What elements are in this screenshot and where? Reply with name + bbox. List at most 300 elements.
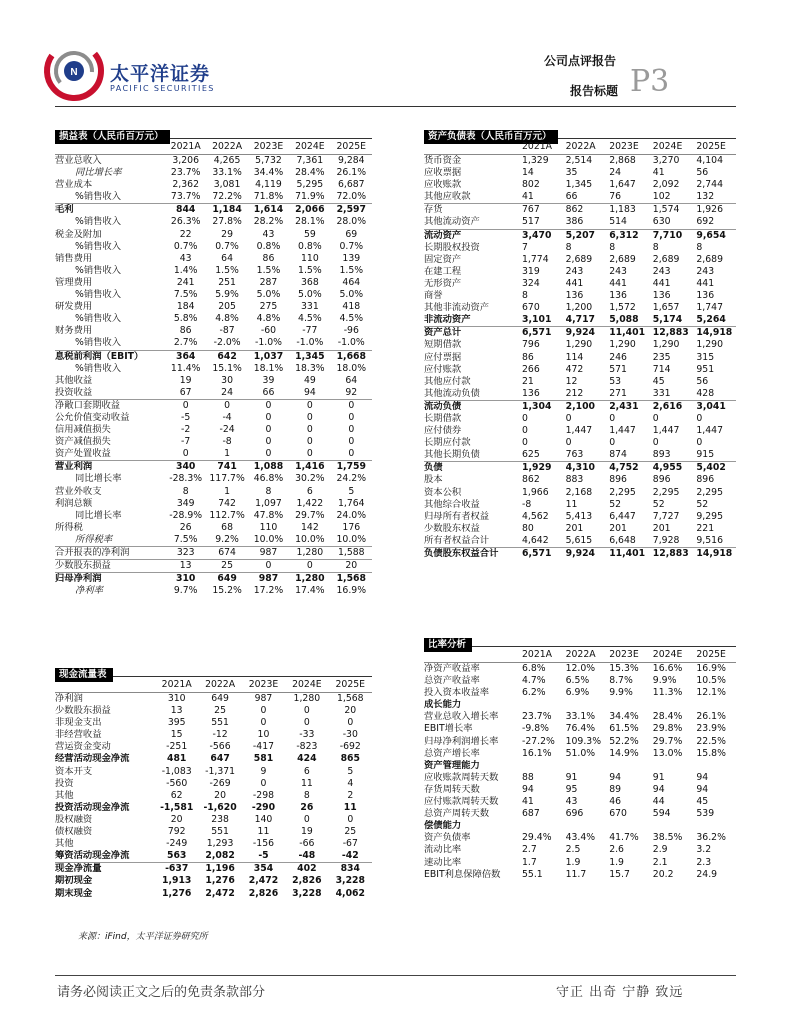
row-value: 34.4% — [609, 711, 639, 723]
row-value: 287 — [259, 276, 278, 288]
row-value: 18.3% — [295, 362, 325, 374]
row-value: 7.5% — [173, 289, 198, 301]
row-value: 243 — [565, 265, 584, 277]
row-value: 62 — [170, 789, 183, 801]
row-value: 2,744 — [696, 179, 723, 191]
row-value: 5.0% — [256, 289, 281, 301]
table-row — [424, 687, 736, 699]
row-label: 无形资产 — [424, 277, 462, 289]
row-label: 存货周转天数 — [424, 783, 480, 795]
row-value: 110 — [259, 521, 278, 533]
row-label: 销售费用 — [55, 252, 93, 264]
row-label: 应收账款周转天数 — [424, 771, 499, 783]
table-row — [55, 585, 372, 597]
row-value: 1,747 — [696, 302, 723, 314]
row-value: 140 — [254, 813, 273, 825]
row-value: 7.5% — [165, 534, 206, 547]
row-value: -28.3% — [169, 473, 203, 485]
row-value: -67 — [342, 838, 358, 850]
row-value: 2,168 — [565, 486, 593, 498]
row-value: 6,312 — [609, 229, 639, 241]
row-label: 负债股东权益合计 — [424, 548, 499, 559]
row-value: 571 — [609, 363, 627, 375]
row-value: -269 — [209, 777, 231, 789]
table-row — [424, 388, 736, 401]
year-header: 2024E — [649, 647, 693, 663]
table-row — [55, 814, 372, 826]
row-label: 公允价值变动收益 — [55, 411, 130, 423]
row-label: %销售收入 — [75, 240, 122, 252]
row-value: 551 — [211, 717, 229, 729]
row-value: 10.0% — [289, 534, 330, 547]
row-label: 流动比率 — [424, 844, 462, 856]
footer-divider — [55, 975, 736, 976]
row-label: 少数股东权益 — [424, 522, 480, 534]
row-value: 110 — [300, 252, 319, 264]
table-row — [55, 241, 372, 253]
table-row — [55, 510, 372, 522]
row-value: 9.7% — [173, 585, 198, 597]
row-value: 94 — [289, 387, 330, 400]
row-value: 5,207 — [565, 229, 596, 241]
table-row — [55, 253, 372, 265]
row-value: 2.9 — [652, 844, 668, 856]
row-value: 25 — [206, 560, 247, 573]
row-value: 0 — [265, 411, 272, 423]
row-value: 10.0% — [331, 534, 372, 547]
row-value: 2,092 — [652, 179, 680, 191]
row-value: 3,081 — [213, 179, 241, 191]
table-row — [55, 375, 372, 387]
row-value: 25 — [214, 705, 226, 717]
row-value: 16.6% — [652, 663, 683, 674]
row-value: -60 — [260, 325, 277, 337]
row-value: 6 — [306, 485, 313, 497]
row-value: 0 — [306, 424, 313, 436]
row-value: 73.7% — [165, 191, 206, 204]
row-value: 883 — [565, 474, 584, 486]
row-value: 64 — [221, 252, 233, 264]
row-value: 1,568 — [336, 573, 366, 585]
row-value: 1,200 — [565, 302, 593, 314]
row-label: 固定资产 — [424, 253, 462, 265]
year-header: 2022A — [198, 677, 241, 693]
row-value: 8 — [265, 485, 272, 497]
table-row — [424, 437, 736, 449]
row-value: 56 — [696, 375, 709, 387]
row-value: 235 — [652, 351, 671, 363]
row-value: 142 — [300, 521, 319, 533]
row-value: 581 — [253, 753, 274, 765]
row-label: %销售收入 — [75, 216, 122, 228]
row-value: -30 — [342, 729, 358, 741]
row-value: 642 — [217, 350, 237, 362]
row-label: 长期股权投资 — [424, 241, 480, 253]
row-value: 3,228 — [335, 875, 365, 887]
year-header: 2022A — [206, 139, 247, 155]
row-label: %销售收入 — [75, 264, 122, 276]
row-label: 净利率 — [75, 585, 103, 597]
row-value: 20 — [344, 705, 357, 717]
row-value: 2.3 — [696, 856, 712, 868]
row-value: 52 — [652, 498, 665, 510]
row-value: 1,568 — [336, 693, 364, 704]
row-value: 0 — [289, 448, 330, 461]
row-value: 38.5% — [652, 832, 683, 844]
row-value: 0 — [165, 448, 206, 461]
row-value: 94 — [696, 771, 709, 783]
table-row — [424, 352, 736, 364]
row-label: 偿债能力 — [424, 820, 462, 832]
row-value — [518, 760, 562, 772]
row-value — [692, 820, 736, 832]
row-value: 441 — [565, 277, 584, 289]
table-row — [424, 254, 736, 266]
row-value: 324 — [522, 277, 540, 289]
row-label: 资本开支 — [55, 765, 93, 777]
row-label: 净利润 — [55, 693, 83, 704]
row-label: 其他非流动资产 — [424, 302, 490, 314]
row-value: 386 — [562, 216, 606, 229]
row-value: 2,100 — [565, 400, 596, 412]
row-label: 其他长期负债 — [424, 449, 518, 462]
row-value: 5,732 — [255, 155, 282, 166]
row-label: 同比增长率 — [75, 509, 122, 521]
row-value: 8 — [609, 241, 616, 253]
row-value — [605, 699, 649, 711]
row-value: 3,041 — [696, 400, 726, 412]
row-value: 687 — [522, 808, 540, 820]
row-value: 741 — [217, 461, 237, 473]
table-row — [55, 412, 372, 424]
table-row — [55, 838, 372, 850]
row-value: 55.1 — [522, 868, 543, 880]
row-value: 112.7% — [209, 509, 245, 521]
row-value — [518, 820, 562, 832]
row-value: 0 — [303, 705, 310, 717]
row-value: 649 — [211, 693, 229, 704]
row-value: 11 — [343, 801, 357, 813]
row-value: 12,883 — [652, 327, 689, 339]
row-value: 349 — [176, 497, 195, 509]
row-label: 存货 — [424, 204, 443, 216]
row-label: 营业总收入 — [55, 155, 102, 166]
table-row — [424, 675, 736, 687]
table-row — [424, 400, 736, 413]
table-row — [55, 167, 372, 179]
row-label: %销售收入 — [55, 337, 165, 350]
row-value: 52.2% — [609, 735, 639, 747]
row-value: 2,295 — [696, 486, 723, 498]
row-value: -290 — [251, 801, 276, 813]
row-value: 1,293 — [206, 838, 234, 850]
row-value: 6 — [303, 765, 310, 777]
row-value: 22.5% — [696, 735, 726, 747]
row-value: 61.5% — [609, 723, 639, 735]
table-row — [55, 498, 372, 510]
row-value: 896 — [696, 474, 715, 486]
row-value: 3.2 — [696, 844, 712, 856]
row-value: 647 — [210, 753, 230, 765]
row-value: 41 — [522, 796, 534, 808]
row-value: 4.5% — [339, 313, 364, 325]
row-value: 2,472 — [205, 887, 235, 899]
row-value: 241 — [176, 276, 195, 288]
row-value: -5 — [181, 411, 191, 423]
table-row — [424, 302, 736, 314]
row-value: 5,088 — [605, 314, 649, 327]
row-value: 2,689 — [609, 253, 636, 265]
row-value: 8 — [565, 241, 572, 253]
row-value: 35 — [565, 167, 578, 179]
row-value: 20 — [331, 560, 372, 573]
row-value: 12,883 — [652, 548, 689, 559]
row-value: 1 — [224, 485, 231, 497]
row-value — [605, 760, 649, 772]
year-header: 2024E — [649, 139, 693, 155]
row-value: 0 — [347, 813, 354, 825]
row-value — [649, 699, 693, 711]
table-row — [424, 699, 736, 711]
year-header: 2023E — [242, 677, 285, 693]
table-row — [424, 487, 736, 499]
row-value: 4.8% — [215, 313, 239, 325]
row-value: -249 — [166, 838, 188, 850]
table-row — [424, 462, 736, 475]
row-value: 1.9 — [609, 856, 624, 868]
row-value: 9.9% — [609, 687, 633, 699]
table-row — [424, 155, 736, 168]
row-label: 投资活动现金净流 — [55, 801, 130, 813]
table-row — [55, 204, 372, 217]
row-label: 营业外收支 — [55, 485, 102, 497]
row-value: 0 — [348, 436, 355, 448]
row-value: 714 — [652, 363, 671, 375]
table-row — [55, 229, 372, 241]
row-value: 1,447 — [565, 425, 593, 437]
table-row — [55, 560, 372, 573]
row-value: 92 — [331, 387, 372, 400]
row-value: -637 — [165, 863, 189, 875]
row-value: 5,174 — [649, 314, 693, 327]
row-value: 767 — [522, 204, 540, 216]
row-label: 应收账款 — [424, 179, 462, 191]
year-header: 2022A — [562, 139, 606, 155]
row-label: 非流动资产 — [424, 314, 518, 327]
row-value: 3,228 — [292, 887, 322, 899]
row-value: 1.5% — [215, 264, 239, 276]
row-label: 其他流动资产 — [424, 216, 518, 229]
row-value: 441 — [696, 277, 715, 289]
row-value: 1,929 — [522, 462, 552, 474]
row-value: 14,918 — [696, 548, 733, 559]
row-value: 1,416 — [295, 461, 325, 473]
brand-name: 太平洋证券 — [110, 63, 211, 85]
table-row — [424, 191, 736, 204]
row-value: 9,924 — [565, 548, 596, 559]
row-value: 33.1% — [565, 711, 596, 723]
row-value: 1,588 — [331, 547, 372, 560]
year-header: 2025E — [692, 139, 736, 155]
row-value: 29.8% — [652, 723, 683, 735]
row-value: 43.4% — [565, 832, 596, 844]
table-row — [55, 863, 372, 876]
row-value: 874 — [605, 449, 649, 462]
row-value: 1,290 — [609, 339, 636, 351]
row-value: 102 — [649, 191, 693, 204]
table-row — [55, 265, 372, 277]
row-value: -1.0% — [331, 337, 372, 350]
row-value: 915 — [692, 449, 736, 462]
row-value: -1,581 — [160, 801, 194, 813]
row-value: 4,717 — [562, 314, 606, 327]
row-label: 其他 — [55, 789, 74, 801]
row-label: 长期借款 — [424, 412, 462, 424]
table-row — [424, 179, 736, 191]
row-value: 46.8% — [253, 473, 284, 485]
row-label: 税金及附加 — [55, 228, 102, 240]
year-header: 2024E — [285, 677, 328, 693]
row-value: 6,571 — [522, 548, 552, 559]
row-value: 649 — [217, 573, 237, 585]
row-value: 670 — [522, 302, 540, 314]
row-label: 负债 — [424, 462, 443, 474]
row-value: 266 — [522, 363, 540, 375]
row-value: 8 — [182, 485, 189, 497]
row-value: 4,119 — [255, 179, 282, 191]
row-value: 6.2% — [522, 687, 546, 699]
company-motto: 守正 出奇 宁静 致远 — [556, 985, 684, 1000]
row-value: 742 — [218, 497, 236, 509]
row-value: 7,361 — [296, 155, 324, 166]
row-value: 43 — [565, 796, 578, 808]
row-value: 2,066 — [295, 204, 325, 216]
row-value: 6.8% — [522, 663, 546, 674]
row-value: 2,826 — [292, 875, 322, 887]
row-value: 0.7% — [339, 240, 364, 252]
row-label: 营业总收入增长率 — [424, 711, 499, 723]
table-row — [424, 327, 736, 340]
year-header: 2025E — [692, 647, 736, 663]
table-row — [55, 850, 372, 863]
row-value: 10.0% — [248, 534, 289, 547]
table-row — [424, 820, 736, 832]
row-value: 364 — [175, 350, 196, 362]
row-label: 归母净利润增长率 — [424, 735, 499, 747]
ratio-analysis-panel — [424, 632, 736, 881]
table-row — [55, 461, 372, 474]
row-value: 86 — [522, 351, 534, 363]
year-header: 2022A — [562, 647, 606, 663]
row-value: 0.8% — [256, 240, 281, 252]
row-value: 4,752 — [609, 462, 639, 474]
row-label: 债权融资 — [55, 826, 93, 838]
row-label: 所得税 — [55, 521, 83, 533]
row-value: 0 — [248, 448, 289, 461]
row-value: 114 — [565, 351, 584, 363]
row-label: 投入资本收益率 — [424, 687, 490, 699]
row-value: 246 — [609, 351, 627, 363]
row-value: 66 — [562, 191, 606, 204]
row-value: 15.2% — [212, 585, 242, 597]
row-value: 1,759 — [336, 461, 366, 473]
year-header: 2021A — [518, 647, 562, 663]
row-label: 总资产增长率 — [424, 747, 480, 759]
row-value: 340 — [175, 461, 196, 473]
row-value: 441 — [609, 277, 627, 289]
row-value: 4.5% — [298, 313, 322, 325]
row-value — [605, 820, 649, 832]
row-value: 14,918 — [696, 327, 733, 339]
row-value: 24.2% — [336, 473, 367, 485]
row-value: 20 — [214, 789, 226, 801]
row-label: 管理费用 — [55, 276, 93, 288]
table-row — [424, 748, 736, 760]
row-value: 109.3% — [565, 735, 602, 747]
row-value: 0 — [265, 436, 272, 448]
row-value: 12.0% — [565, 663, 596, 674]
row-value: 16.9% — [336, 585, 367, 597]
row-value: 0 — [303, 717, 310, 729]
table-row — [424, 736, 736, 748]
row-value: 1,097 — [255, 497, 282, 509]
row-value: -24 — [219, 424, 235, 436]
row-value: 1,764 — [337, 497, 365, 509]
row-value: 987 — [248, 547, 289, 560]
row-value: 11 — [257, 826, 270, 838]
row-label: 少数股东损益 — [55, 705, 111, 717]
row-value: 25 — [344, 826, 357, 838]
table-row — [424, 857, 736, 869]
row-label: EBIT利息保障倍数 — [424, 868, 501, 880]
svg-text:N: N — [70, 67, 78, 78]
row-value: 243 — [652, 265, 671, 277]
row-value: 4,062 — [335, 887, 365, 899]
row-label: 股权融资 — [55, 813, 93, 825]
table-row — [55, 350, 372, 363]
row-value: 1,447 — [609, 425, 636, 437]
row-value: 45 — [696, 796, 709, 808]
row-value: 1.5% — [339, 264, 364, 276]
row-value: 0 — [303, 813, 310, 825]
table-row — [55, 766, 372, 778]
row-value: 1,280 — [289, 547, 330, 560]
row-value: 6.5% — [565, 675, 590, 687]
row-label: 所有者权益合计 — [424, 535, 518, 548]
row-label: 息税前利润（EBIT） — [55, 350, 144, 362]
row-value: -27.2% — [522, 735, 555, 747]
row-value: 0 — [696, 412, 703, 424]
row-value: 59 — [303, 228, 316, 240]
row-label: 货币资金 — [424, 155, 462, 166]
row-label: 资本公积 — [424, 486, 462, 498]
row-value: 201 — [565, 522, 584, 534]
table-row — [424, 216, 736, 229]
row-value: 1,290 — [696, 339, 723, 351]
row-value: 243 — [609, 265, 627, 277]
row-value: -7 — [181, 436, 191, 448]
row-value: 1.5% — [256, 264, 281, 276]
row-label: 期末现金 — [55, 887, 93, 899]
row-value: 5,264 — [692, 314, 736, 327]
row-value: 464 — [342, 276, 361, 288]
row-value: 28.4% — [652, 711, 683, 723]
row-value: 2,689 — [565, 253, 593, 265]
row-value: 4,265 — [213, 155, 241, 166]
row-value: 136 — [696, 290, 715, 302]
table-row — [424, 314, 736, 327]
row-label: 同比增长率 — [75, 167, 122, 179]
